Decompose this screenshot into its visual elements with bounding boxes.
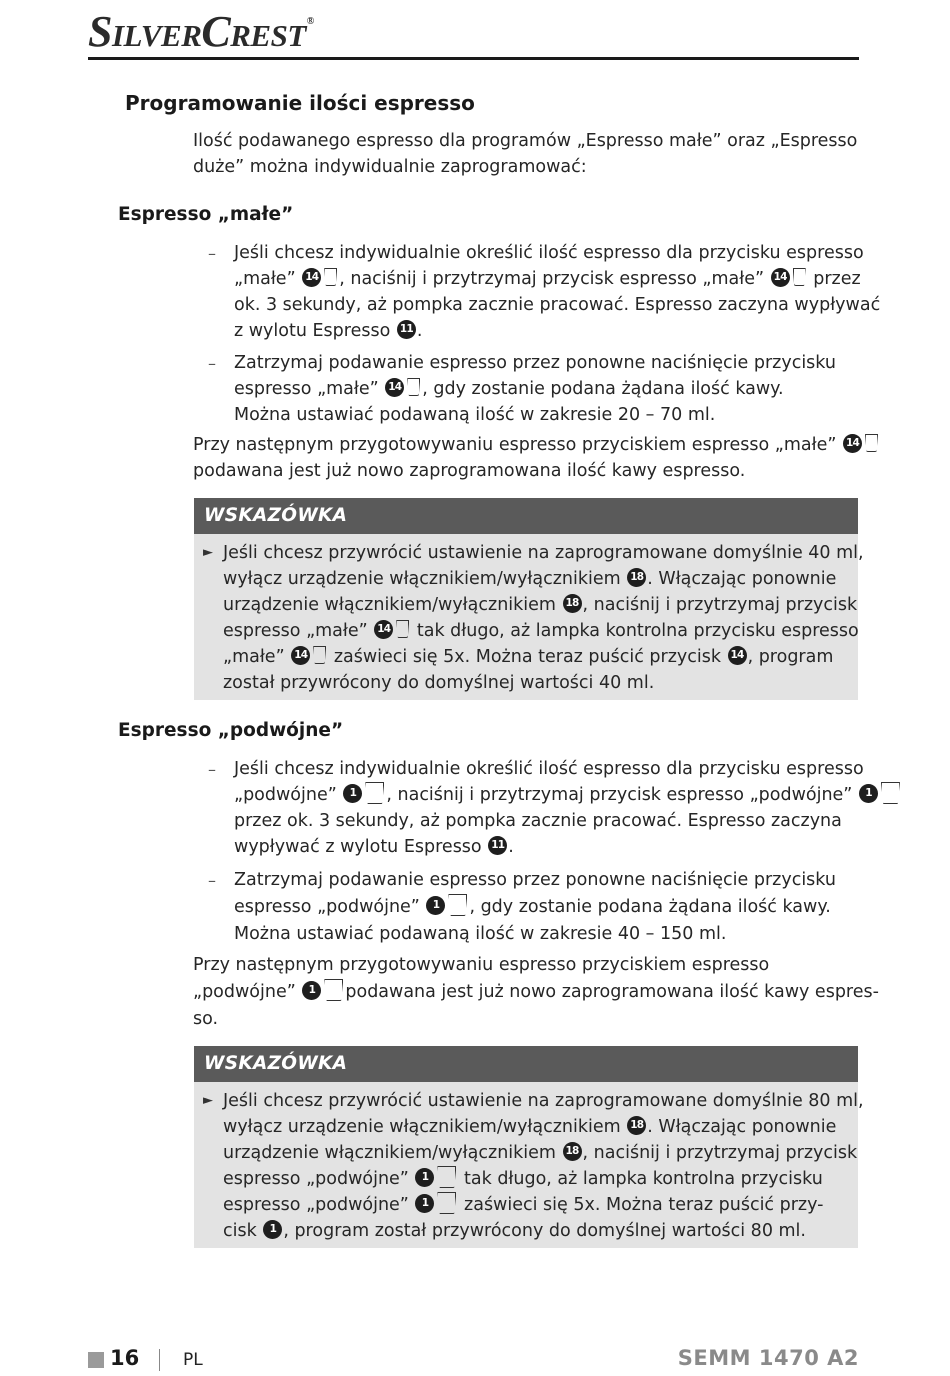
text-line (223, 1166, 864, 1192)
ref-badge-18: 18 (627, 568, 646, 587)
note-double-text (223, 1088, 864, 1244)
dash-bullet: – (208, 871, 216, 890)
text-line: espresso „małe” (223, 621, 368, 641)
small-cup-icon (793, 268, 806, 286)
arrow-bullet-icon: ► (203, 545, 213, 560)
double-cup-icon (324, 979, 343, 1001)
text-line (223, 592, 864, 618)
ref-badge-1: 1 (415, 1168, 434, 1187)
text-line (223, 1192, 864, 1218)
footer-divider (159, 1349, 160, 1371)
double-after-paragraph (193, 952, 879, 1033)
double-step-2 (234, 867, 836, 948)
text-line: podawana jest już nowo zaprogramowana ilość kawy espresso. (193, 461, 746, 481)
text-line (234, 894, 836, 921)
text-line: , naciśnij i przytrzymaj przycisk espresso „podwójne” (386, 785, 853, 805)
ref-badge-11: 11 (488, 836, 507, 855)
small-cup-icon (865, 434, 878, 452)
ref-badge-11: 11 (397, 320, 416, 339)
text-line: Można ustawiać podawaną ilość w zakresie 20 – 70 ml. (234, 405, 716, 425)
double-step-1 (234, 756, 902, 860)
text-line (234, 782, 902, 808)
text-line: został przywrócony do domyślnej wartości 40 ml. (223, 673, 655, 693)
text-line: espresso „małe” (234, 379, 379, 399)
intro-paragraph (193, 128, 857, 180)
double-cup-icon (437, 1166, 456, 1188)
text-line: . Włączając ponownie (647, 569, 837, 589)
text-line (234, 318, 880, 344)
page-footer (88, 1346, 859, 1376)
ref-badge-14: 14 (291, 646, 310, 665)
model-number: SEMM 1470 A2 (677, 1346, 859, 1370)
text-line: wyłącz urządzenie włącznikiem/wyłącznikiem (223, 1117, 621, 1137)
text-line (223, 1140, 864, 1166)
text-line: zaświeci się 5x. Można teraz puścić przycisk (333, 647, 721, 667)
text-line (193, 979, 879, 1006)
ref-badge-1: 1 (426, 896, 445, 915)
note-small-text (223, 540, 864, 696)
text-line: Jeśli chcesz indywidualnie określić ilość espresso dla przycisku espresso (234, 243, 864, 263)
text-line: przez (813, 269, 861, 289)
ref-badge-1: 1 (415, 1194, 434, 1213)
text-line: , naciśnij i przytrzymaj przycisk (582, 1143, 858, 1163)
text-line: podawana jest już nowo zaprogramowana ilość kawy espres- (345, 982, 879, 1002)
text-line (234, 834, 902, 860)
text-line: tak długo, aż lampka kontrolna przycisku espresso (416, 621, 859, 641)
heading-espresso-small: Espresso „małe” (118, 204, 294, 225)
text-line: Zatrzymaj podawanie espresso przez ponowne naciśnięcie przycisku (234, 870, 836, 890)
text-line (193, 432, 880, 458)
text-line: cisk (223, 1221, 257, 1241)
text-line: , naciśnij i przytrzymaj przycisk espresso „małe” (339, 269, 765, 289)
text-line: Jeśli chcesz przywrócić ustawienie na zaprogramowane domyślnie 40 ml, (223, 543, 864, 563)
text-line (223, 618, 864, 644)
text-line: z wylotu Espresso (234, 321, 391, 341)
text-line: wyłącz urządzenie włącznikiem/wyłącznikiem (223, 569, 621, 589)
text-line: Jeśli chcesz przywrócić ustawienie na zaprogramowane domyślnie 80 ml, (223, 1091, 864, 1111)
brand-logo: SILVERCREST® (88, 7, 314, 56)
ref-badge-14: 14 (374, 620, 393, 639)
arrow-bullet-icon: ► (203, 1093, 213, 1108)
ref-badge-18: 18 (627, 1116, 646, 1135)
text-line: Ilość podawanego espresso dla programów „Espresso małe” oraz „Espresso (193, 131, 858, 151)
double-cup-icon (448, 894, 467, 916)
section-title: Programowanie ilości espresso (125, 91, 475, 115)
text-line: Można ustawiać podawaną ilość w zakresie 40 – 150 ml. (234, 924, 727, 944)
text-line: przez ok. 3 sekundy, aż pompka zacznie pracować. Espresso zaczyna (234, 811, 842, 831)
text-line (223, 566, 864, 592)
text-line: . Włączając ponownie (647, 1117, 837, 1137)
text-line: wypływać z wylotu Espresso (234, 837, 482, 857)
double-cup-icon (437, 1192, 456, 1214)
text-line: „małe” (234, 269, 296, 289)
heading-espresso-double: Espresso „podwójne” (118, 720, 344, 741)
dash-bullet: – (208, 760, 216, 779)
note-header: WSKAZÓWKA (194, 1046, 858, 1082)
text-line: espresso „podwójne” (223, 1169, 409, 1189)
small-step-2 (234, 350, 836, 428)
ref-badge-1: 1 (343, 784, 362, 803)
text-line: espresso „podwójne” (223, 1195, 409, 1215)
ref-badge-14: 14 (843, 434, 862, 453)
page-number: 16 (110, 1346, 140, 1370)
text-line (223, 644, 864, 670)
text-line: . (508, 837, 514, 857)
ref-badge-18: 18 (563, 1142, 582, 1161)
text-line: ok. 3 sekundy, aż pompka zacznie pracować. Espresso zaczyna wypływać (234, 295, 881, 315)
text-line (223, 1218, 864, 1244)
ref-badge-1: 1 (302, 981, 321, 1000)
text-line (223, 1114, 864, 1140)
text-line: Przy następnym przygotowywaniu espresso przyciskiem espresso „małe” (193, 435, 837, 455)
header-rule (88, 57, 859, 60)
small-cup-icon (313, 646, 326, 664)
text-line: Zatrzymaj podawanie espresso przez ponowne naciśnięcie przycisku (234, 353, 836, 373)
text-line: „podwójne” (193, 982, 296, 1002)
ref-badge-14: 14 (385, 378, 404, 397)
text-line: duże” można indywidualnie zaprogramować: (193, 157, 587, 177)
text-line: , gdy zostanie podana żądana ilość kawy. (469, 897, 831, 917)
text-line: , naciśnij i przytrzymaj przycisk (582, 595, 858, 615)
text-line: . (416, 321, 423, 341)
text-line: „podwójne” (234, 785, 337, 805)
dash-bullet: – (208, 244, 216, 263)
text-line: Przy następnym przygotowywaniu espresso przyciskiem espresso (193, 955, 770, 975)
text-line: espresso „podwójne” (234, 897, 420, 917)
footer-square-icon (88, 1352, 104, 1368)
small-cup-icon (324, 268, 337, 286)
ref-badge-1: 1 (859, 784, 878, 803)
text-line: urządzenie włącznikiem/wyłącznikiem (223, 595, 556, 615)
ref-badge-1: 1 (263, 1220, 282, 1239)
text-line (234, 266, 880, 292)
note-header: WSKAZÓWKA (194, 498, 858, 534)
language-code: PL (183, 1350, 203, 1370)
ref-badge-14: 14 (728, 646, 747, 665)
small-step-1 (234, 240, 880, 344)
double-cup-icon (365, 782, 384, 804)
text-line: so. (193, 1009, 219, 1029)
ref-badge-14: 14 (771, 268, 790, 287)
double-cup-icon (881, 782, 900, 804)
text-line: , program został przywrócony do domyślnej wartości 80 ml. (283, 1221, 806, 1241)
ref-badge-18: 18 (563, 594, 582, 613)
text-line: Jeśli chcesz indywidualnie określić ilość espresso dla przycisku espresso (234, 759, 864, 779)
text-line: „małe” (223, 647, 285, 667)
text-line: zaświeci się 5x. Można teraz puścić przy- (464, 1195, 824, 1215)
text-line: , program (747, 647, 834, 667)
dash-bullet: – (208, 354, 216, 373)
small-after-paragraph (193, 432, 880, 484)
text-line: tak długo, aż lampka kontrolna przycisku (464, 1169, 823, 1189)
small-cup-icon (407, 378, 420, 396)
small-cup-icon (396, 620, 409, 638)
text-line (234, 376, 836, 402)
ref-badge-14: 14 (302, 268, 321, 287)
text-line: urządzenie włącznikiem/wyłącznikiem (223, 1143, 556, 1163)
text-line: , gdy zostanie podana żądana ilość kawy. (422, 379, 784, 399)
